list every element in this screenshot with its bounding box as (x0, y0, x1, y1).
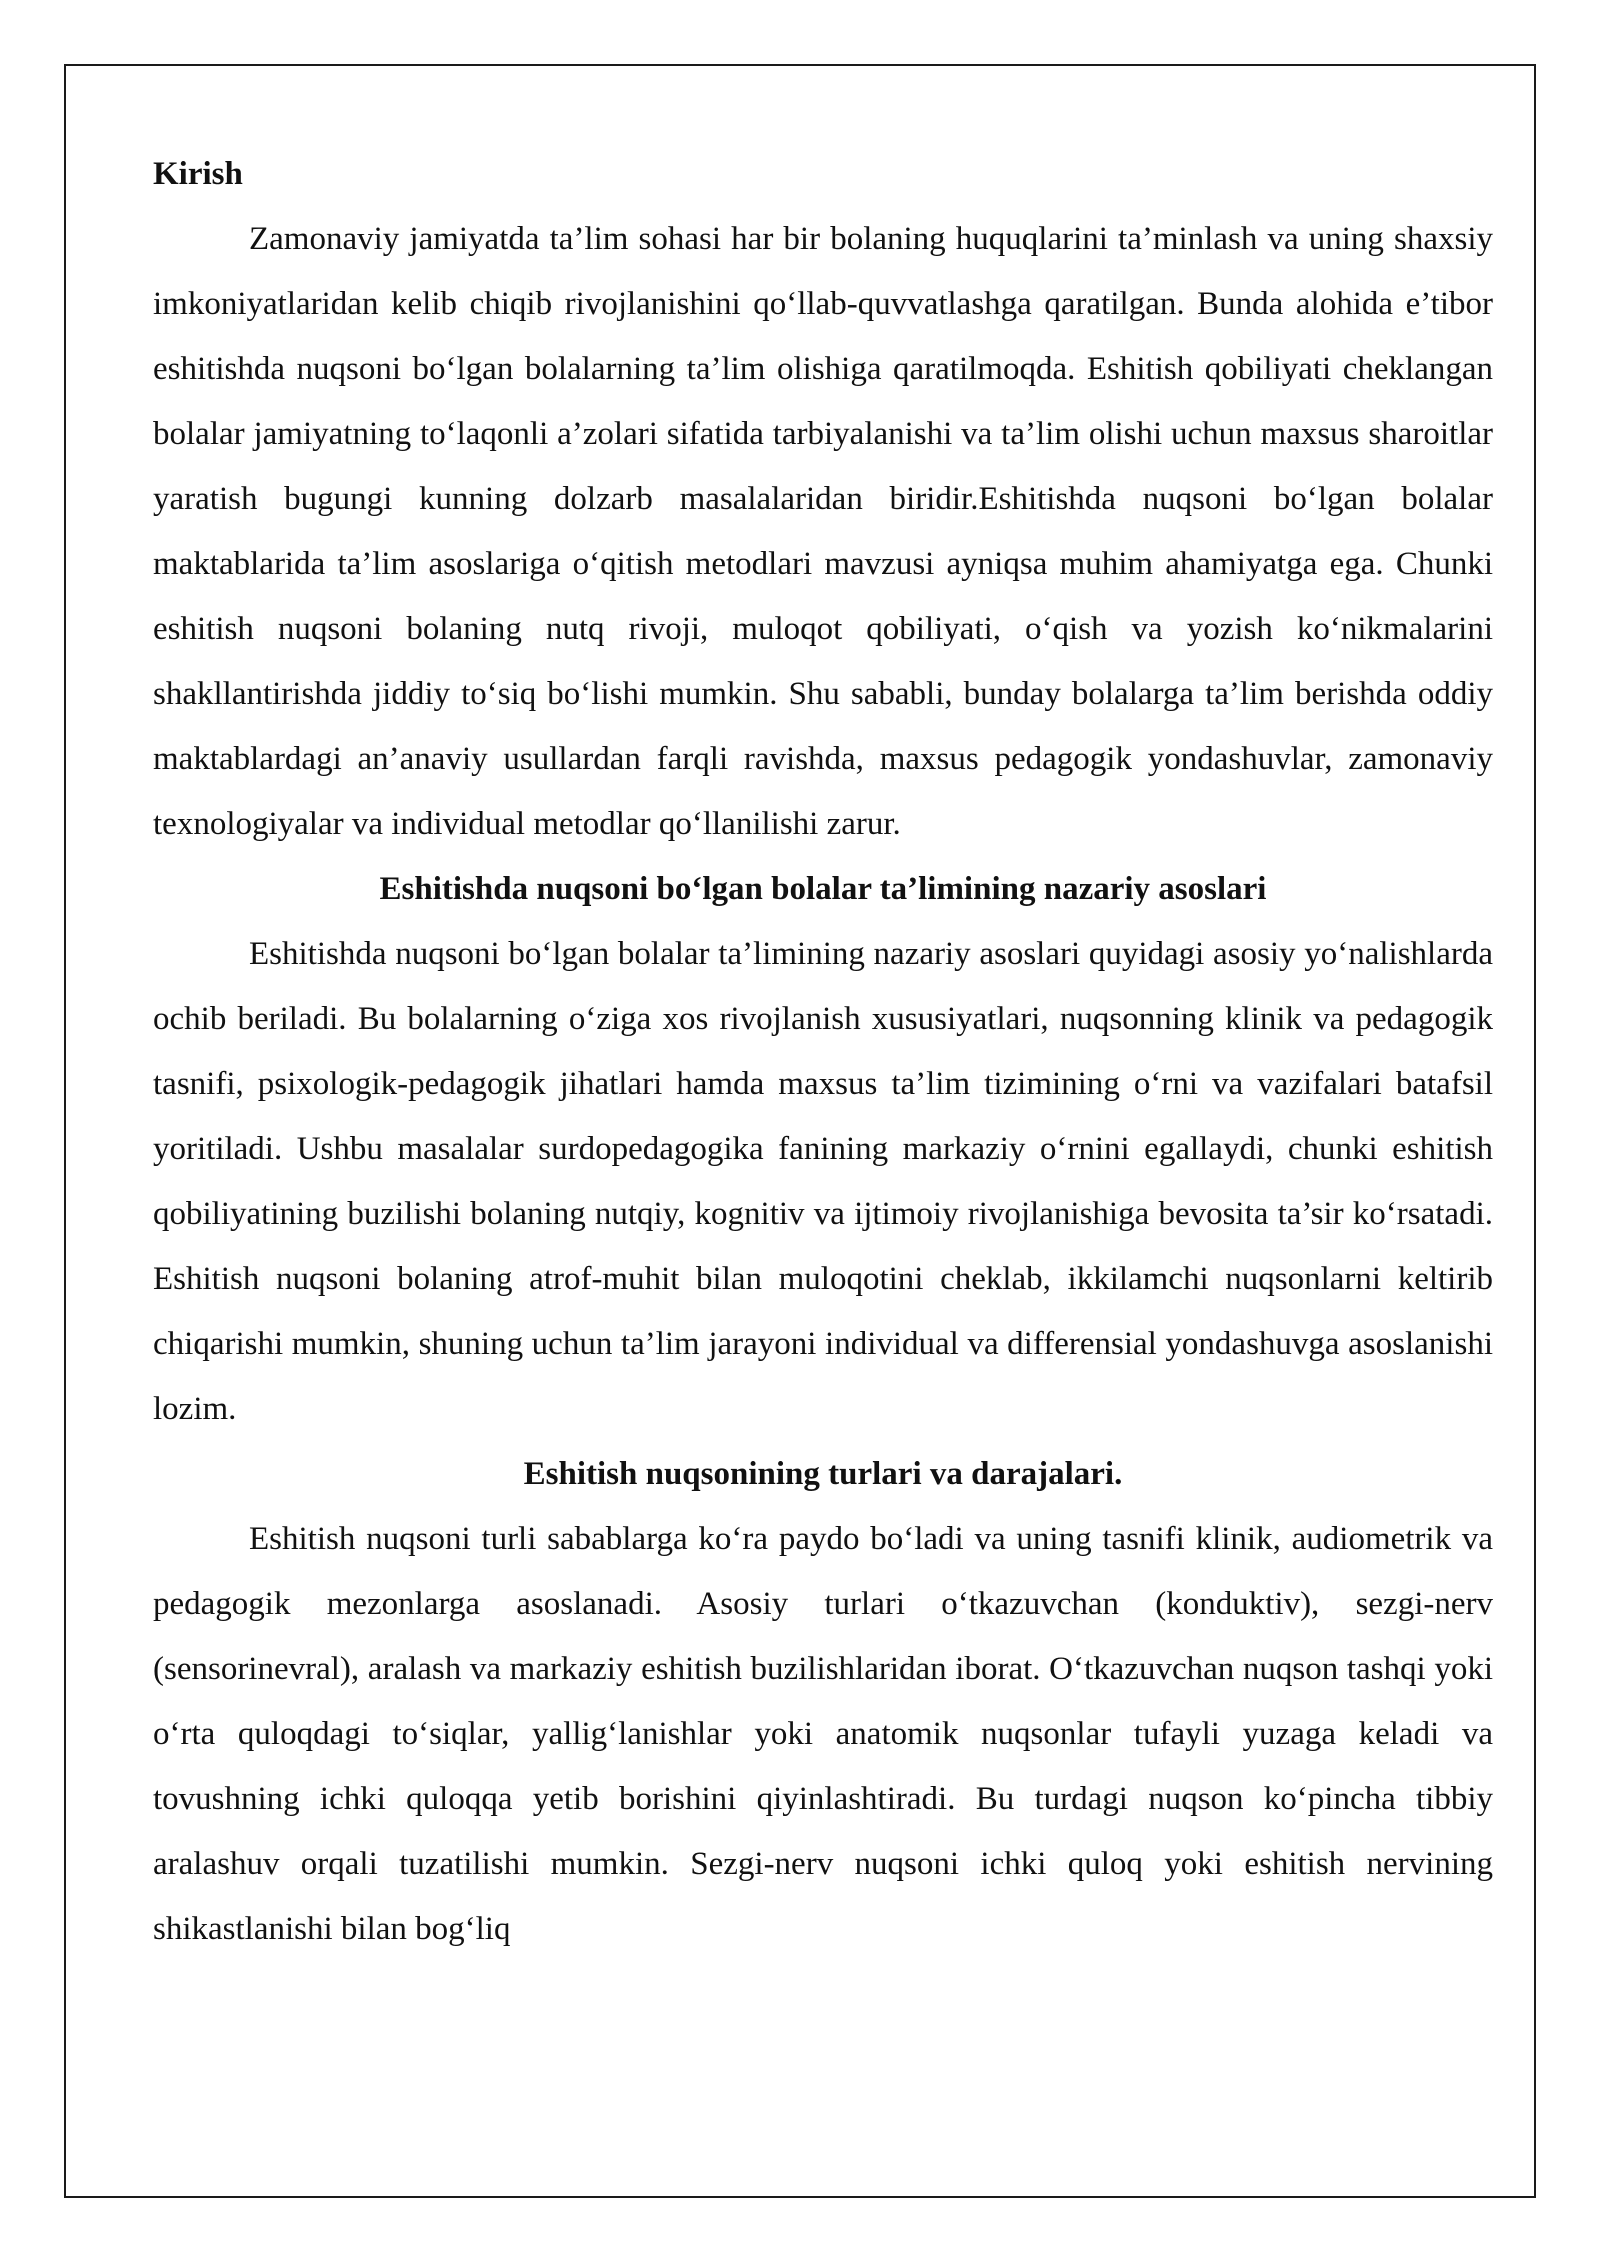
theory-paragraph: Eshitishda nuqsoni bo‘lgan bolalar ta’limining nazariy asoslari quyidagi asosiy yo‘nalishlarda ochib beriladi. Bu bolalarning o‘ziga xos rivojlanish xususiyatlari, nuqsonning klinik va pedagogik tasnifi, psixologik-pedagogik jihatlari hamda maxsus ta’lim tizimining o‘rni va vazifalari batafsil yoritiladi. Ushbu masalalar surdopedagogika fanining markaziy o‘rnini egallaydi, chunki eshitish qobiliyatining buzilishi bolaning nutqiy, kognitiv va ijtimoiy rivojlanishiga bevosita ta’sir ko‘rsatadi. Eshitish nuqsoni bolaning atrof-muhit bilan muloqotini cheklab, ikkilamchi nuqsonlarni keltirib chiqarishi mumkin, shuning uchun ta’lim jarayoni individual va differensial yondashuvga asoslanishi lozim. (153, 936, 1493, 1427)
intro-paragraph: Zamonaviy jamiyatda ta’lim sohasi har bir bolaning huquqlarini ta’minlash va uning shaxsiy imkoniyatlaridan kelib chiqib rivojlanishini qo‘llab-quvvatlashga qaratilgan. Bunda alohida e’tibor eshitishda nuqsoni bo‘lgan bolalarning ta’lim olishiga qaratilmoqda. Eshitish qobiliyati cheklangan bolalar jamiyatning to‘laqonli a’zolari sifatida tarbiyalanishi va ta’lim olishi uchun maxsus sharoitlar yaratish bugungi kunning dolzarb masalalaridan biridir.Eshitishda nuqsoni bo‘lgan bolalar maktablarida ta’lim asoslariga o‘qitish metodlari mavzusi ayniqsa muhim ahamiyatga ega. Chunki eshitish nuqsoni bolaning nutq rivoji, muloqot qobiliyati, o‘qish va yozish ko‘nikmalarini shakllantirishda jiddiy to‘siq bo‘lishi mumkin. Shu sababli, bunday bolalarga ta’lim berishda oddiy maktablardagi an’anaviy usullardan farqli ravishda, maxsus pedagogik yondashuvlar, zamonaviy texnologiyalar va individual metodlar qo‘llanilishi zarur. (153, 221, 1493, 842)
section-heading-theory: Eshitishda nuqsoni bo‘lgan bolalar ta’limining nazariy asoslari (379, 871, 1267, 907)
section-heading-types: Eshitish nuqsonining turlari va darajalari. (523, 1456, 1123, 1492)
intro-heading: Kirish (153, 156, 243, 192)
types-paragraph: Eshitish nuqsoni turli sabablarga ko‘ra paydo bo‘ladi va uning tasnifi klinik, audiometrik va pedagogik mezonlarga asoslanadi. Asosiy turlari o‘tkazuvchan (konduktiv), sezgi-nerv (sensorinevral), aralash va markaziy eshitish buzilishlaridan iborat. O‘tkazuvchan nuqson tashqi yoki o‘rta quloqdagi to‘siqlar, yallig‘lanishlar yoki anatomik nuqsonlar tufayli yuzaga keladi va tovushning ichki quloqqa yetib borishini qiyinlashtiradi. Bu turdagi nuqson ko‘pincha tibbiy aralashuv orqali tuzatilishi mumkin. Sezgi-nerv nuqsoni ichki quloq yoki eshitish nervining shikastlanishi bilan bog‘liq (153, 1521, 1493, 1947)
document-body (153, 142, 1493, 1962)
